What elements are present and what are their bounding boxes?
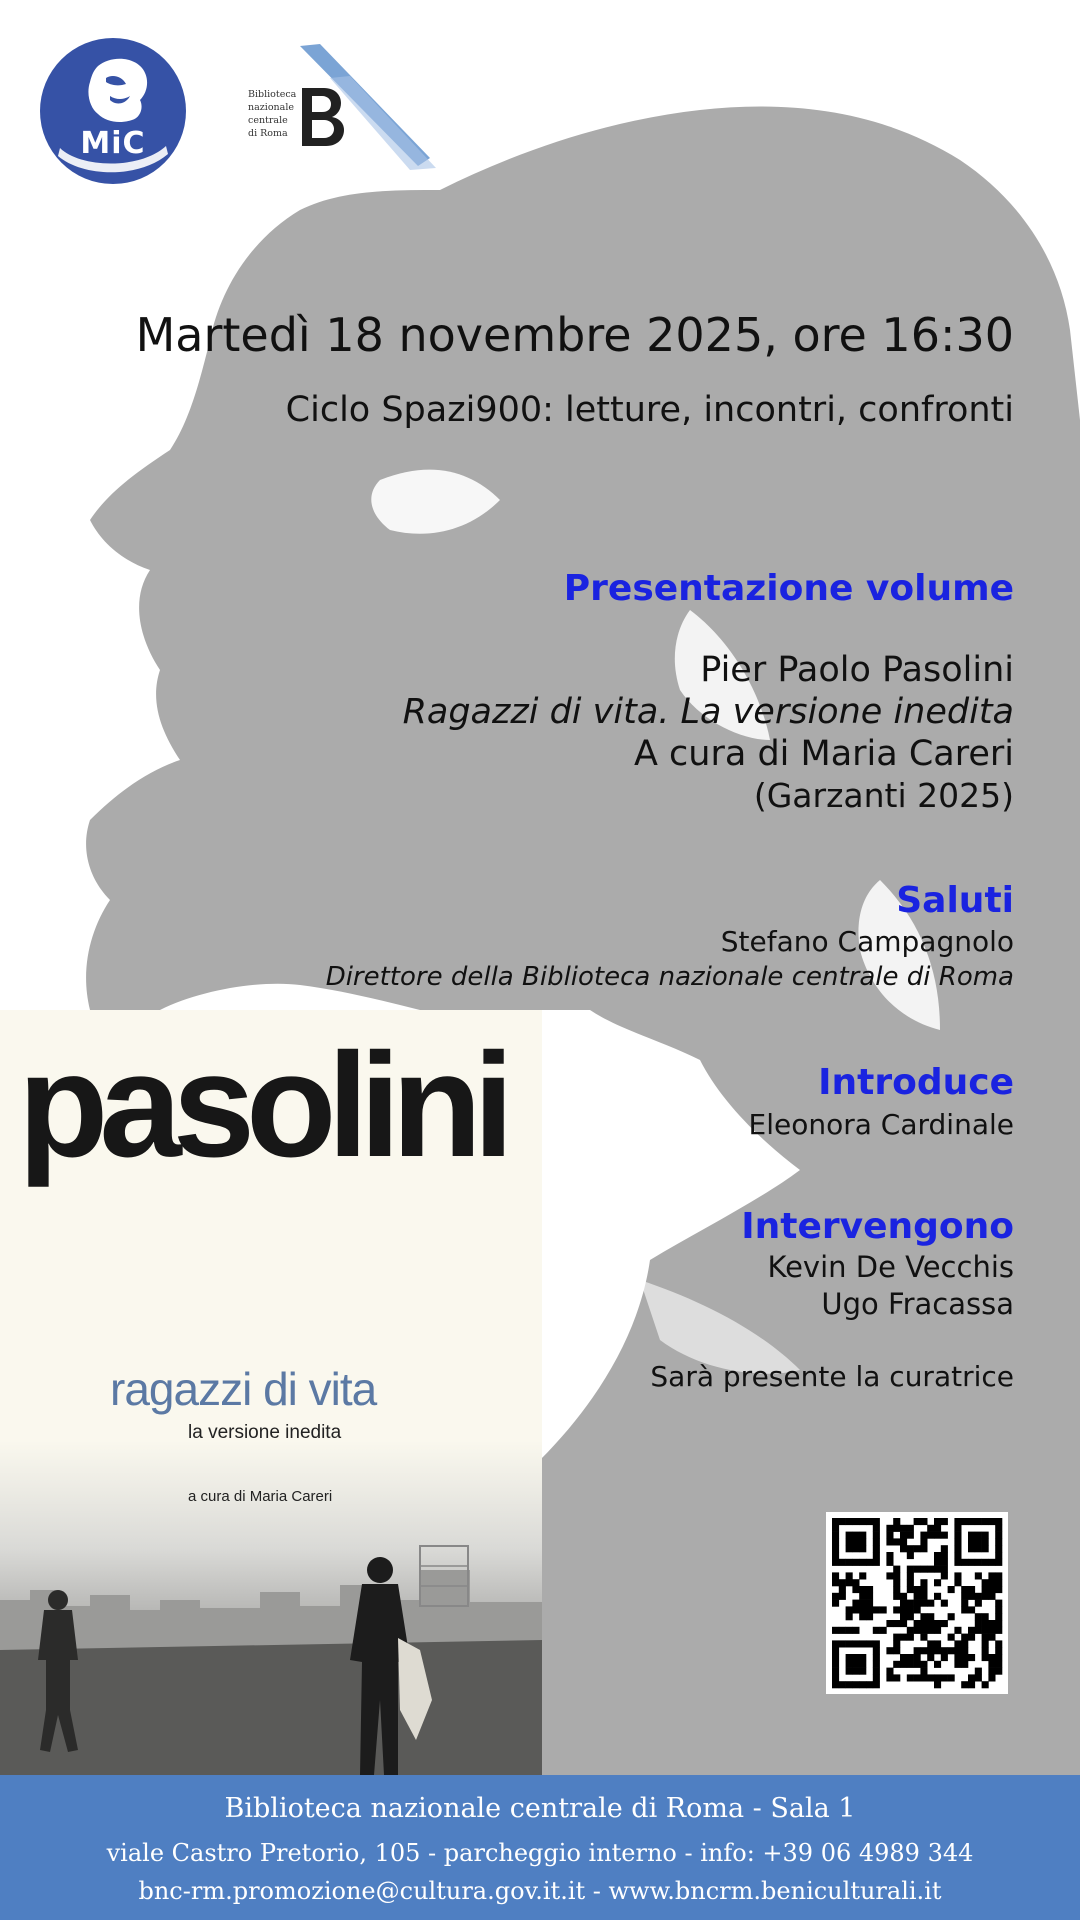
book-cover-author: pasolini bbox=[18, 1023, 506, 1188]
speaker-name: Ugo Fracassa bbox=[821, 1287, 1014, 1321]
speakers-heading: Intervengono bbox=[741, 1206, 1014, 1247]
footer-address: viale Castro Pretorio, 105 - parcheggio interno - info: +39 06 4989 344 bbox=[106, 1839, 974, 1867]
mic-logo-text: MiC bbox=[80, 126, 146, 161]
book-title: Ragazzi di vita. La versione inedita bbox=[402, 692, 1014, 732]
mic-logo bbox=[40, 38, 186, 184]
curator-note: Sarà presente la curatrice bbox=[650, 1360, 1014, 1393]
mic-head-icon bbox=[40, 38, 186, 184]
greetings-heading: Saluti bbox=[896, 880, 1014, 921]
event-date-time: Martedì 18 novembre 2025, ore 16:30 bbox=[135, 308, 1014, 362]
book-cover-image bbox=[0, 1010, 542, 1775]
book-cover-photo bbox=[0, 1010, 542, 1775]
bncr-b-mark-icon bbox=[240, 38, 438, 188]
bncr-logo-text: Biblioteca nazionale centrale di Roma bbox=[248, 89, 297, 139]
event-series: Ciclo Spazi900: letture, incontri, confronti bbox=[285, 390, 1014, 430]
footer-contacts[interactable]: bnc-rm.promozione@cultura.gov.it.it - www.bncrm.beniculturali.it bbox=[138, 1877, 942, 1905]
greetings-name: Stefano Campagnolo bbox=[720, 925, 1014, 958]
book-cover-subtitle: la versione inedita bbox=[188, 1422, 342, 1443]
book-publisher: (Garzanti 2025) bbox=[753, 776, 1014, 815]
qr-code-pattern bbox=[826, 1512, 1008, 1694]
introduction-name: Eleonora Cardinale bbox=[748, 1108, 1014, 1141]
footer-venue: Biblioteca nazionale centrale di Roma - Sala 1 bbox=[224, 1793, 856, 1824]
book-cover-editor: a cura di Maria Careri bbox=[188, 1488, 333, 1505]
speaker-name: Kevin De Vecchis bbox=[767, 1250, 1014, 1284]
qr-code[interactable] bbox=[826, 1512, 1008, 1694]
greetings-role: Direttore della Biblioteca nazionale centrale di Roma bbox=[325, 962, 1014, 992]
book-editor: A cura di Maria Careri bbox=[633, 734, 1014, 774]
footer bbox=[0, 1775, 1080, 1920]
book-cover-title: ragazzi di vita bbox=[110, 1363, 377, 1415]
book-author: Pier Paolo Pasolini bbox=[700, 650, 1014, 690]
bncr-logo bbox=[240, 38, 438, 188]
presentation-heading: Presentazione volume bbox=[563, 568, 1014, 609]
introduction-heading: Introduce bbox=[818, 1062, 1014, 1103]
